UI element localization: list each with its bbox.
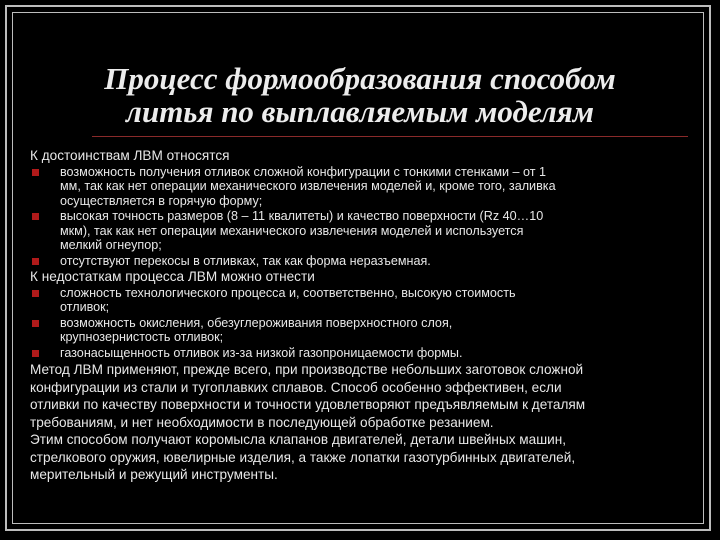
advantage-item-3-line-1: отсутствуют перекосы в отливках, так как форма неразъемная. [60, 253, 431, 268]
bullet-square-icon [32, 169, 39, 176]
advantage-item-2-line-3: мелкий огнеупор; [60, 238, 162, 252]
disadvantage-item-3-line-1: газонасыщенность отливок из-за низкой газопроницаемости формы. [60, 345, 463, 360]
disadvantage-item-1 [30, 286, 692, 315]
disadvantages-heading: К недостаткам процесса ЛВМ можно отнести [30, 269, 315, 284]
bullet-square-icon [32, 290, 39, 297]
bullet-square-icon [32, 320, 39, 327]
title-divider [92, 136, 688, 137]
slide-body [30, 148, 692, 484]
advantage-item-1-line-3: осуществляется в горячую форму; [60, 193, 263, 208]
slide-title [40, 62, 680, 128]
disadvantage-item-2-line-2: крупнозернистость отливок; [60, 330, 224, 344]
disadvantage-item-2 [30, 316, 692, 345]
advantage-item-3 [30, 254, 692, 269]
application-paragraph [30, 361, 692, 484]
disadvantage-item-3 [30, 346, 692, 361]
application-line-3: отливки по качеству поверхности и точности удовлетворяют предъявляемым к деталям [30, 397, 586, 412]
advantage-item-2-line-2: мкм), так как нет операции механического извлечения моделей и используется [60, 223, 524, 238]
application-line-4: требованиям, и нет необходимости в последующей обработке резанием. [30, 414, 494, 430]
title-line-2: литья по выплавляемым моделям [126, 94, 594, 129]
title-line-1: Процесс формообразования способом [104, 61, 616, 96]
bullet-square-icon [32, 258, 39, 265]
application-line-2: конфигурации из стали и тугоплавких сплавов. Способ особенно эффективен, если [30, 379, 562, 395]
disadvantage-item-2-line-1: возможность окисления, обезуглероживания поверхностного слоя, [60, 315, 453, 330]
application-line-7: мерительный и режущий инструменты. [30, 467, 278, 482]
bullet-square-icon [32, 213, 39, 220]
advantage-item-1 [30, 165, 692, 209]
application-line-5: Этим способом получают коромысла клапанов двигателей, детали швейных машин, [30, 432, 566, 447]
disadvantage-item-1-line-2: отливок; [60, 300, 110, 314]
advantage-item-2-line-1: высокая точность размеров (8 – 11 квалитеты) и качество поверхности (Rz 40…10 [60, 209, 544, 223]
advantage-item-1-line-2: мм, так как нет операции механического извлечения моделей и, кроме того, заливка [60, 179, 556, 193]
bullet-square-icon [32, 350, 39, 357]
application-line-6: стрелкового оружия, ювелирные изделия, а также лопатки газотурбинных двигателей, [30, 449, 576, 465]
advantage-item-2 [30, 209, 692, 253]
advantage-item-1-line-1: возможность получения отливок сложной конфигурации с тонкими стенками – от 1 [60, 164, 547, 179]
application-line-1: Метод ЛВМ применяют, прежде всего, при производстве небольших заготовок сложной [30, 362, 584, 377]
advantages-heading: К достоинствам ЛВМ относятся [30, 148, 230, 163]
disadvantage-item-1-line-1: сложность технологического процесса и, соответственно, высокую стоимость [60, 285, 516, 300]
